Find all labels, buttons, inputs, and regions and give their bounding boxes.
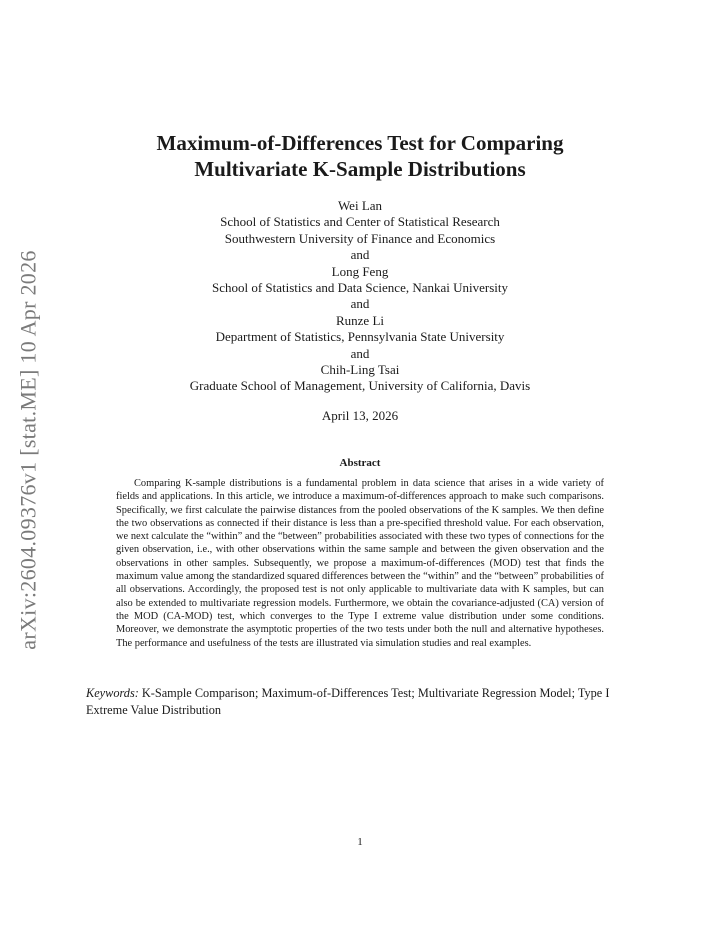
keywords-label: Keywords: [86, 686, 139, 700]
title-line: Multivariate K-Sample Distributions [194, 157, 526, 181]
author-name: Long Feng [331, 263, 389, 279]
title-line: Maximum-of-Differences Test for Comparing [156, 131, 564, 155]
author-affiliation: Southwestern University of Finance and Economics [224, 230, 496, 246]
author-affiliation: School of Statistics and Center of Statistical Research [220, 214, 500, 230]
author-separator: and [350, 247, 370, 263]
author-name: Runze Li [335, 312, 384, 328]
paper-date: April 13, 2026 [321, 408, 399, 423]
author-affiliation: Graduate School of Management, University of California, Davis [189, 378, 531, 394]
page-number: 1 [357, 836, 363, 848]
abstract-heading: Abstract [339, 457, 381, 469]
author-affiliation: Department of Statistics, Pennsylvania State University [215, 329, 505, 345]
abstract-text: Comparing K-sample distributions is a fundamental problem in data science that arises in a wide variety of fields and applications. In this article, we introduce a maximum-of-differences approach to make such comparisons. Specifically, we first calculate the pairwise distances from the pooled observations of the K samples. We then define the two observations as connected if their distance is less than a pre-specified threshold value. For each observation, we next calculate the “within” and the “between” probabilities associated with these two types of connections for the given observation, i.e., with other observations within the same sample and between the given observation and the observations in other samples. Subsequently, we propose a maximum-of-differences (MOD) test that finds the maximum value among the standardized squared differences between the “within” and the “between” probabilities of all observations. Accordingly, the proposed test is not only applicable to multivariate data with K samples, but can also be extended to multivariate regression models. Furthermore, we obtain the covariance-adjusted (CA) version of the MOD (CA-MOD) test, which converges to the Type I extreme value distribution under some conditions. Moreover, we demonstrate the asymptotic properties of the two tests under both the null and alternative hypotheses. The performance and usefulness of the tests are illustrated via simulation studies and real examples. [116, 478, 604, 649]
paper-title [80, 130, 640, 182]
author-block [80, 198, 640, 395]
author-affiliation: School of Statistics and Data Science, Nankai University [211, 280, 509, 296]
author-separator: and [350, 345, 370, 361]
author-separator: and [350, 296, 370, 312]
arxiv-identifier[interactable]: arXiv:2604.09376v1 [stat.ME] 10 Apr 2026 [16, 250, 41, 650]
keywords-list: K-Sample Comparison; Maximum-of-Differences Test; Multivariate Regression Model; Type I Extreme Value Distribution [86, 686, 610, 717]
author-name: Chih-Ling Tsai [320, 362, 400, 378]
author-name: Wei Lan [337, 198, 383, 213]
keywords [86, 685, 638, 718]
arxiv-sidebar [14, 250, 44, 650]
